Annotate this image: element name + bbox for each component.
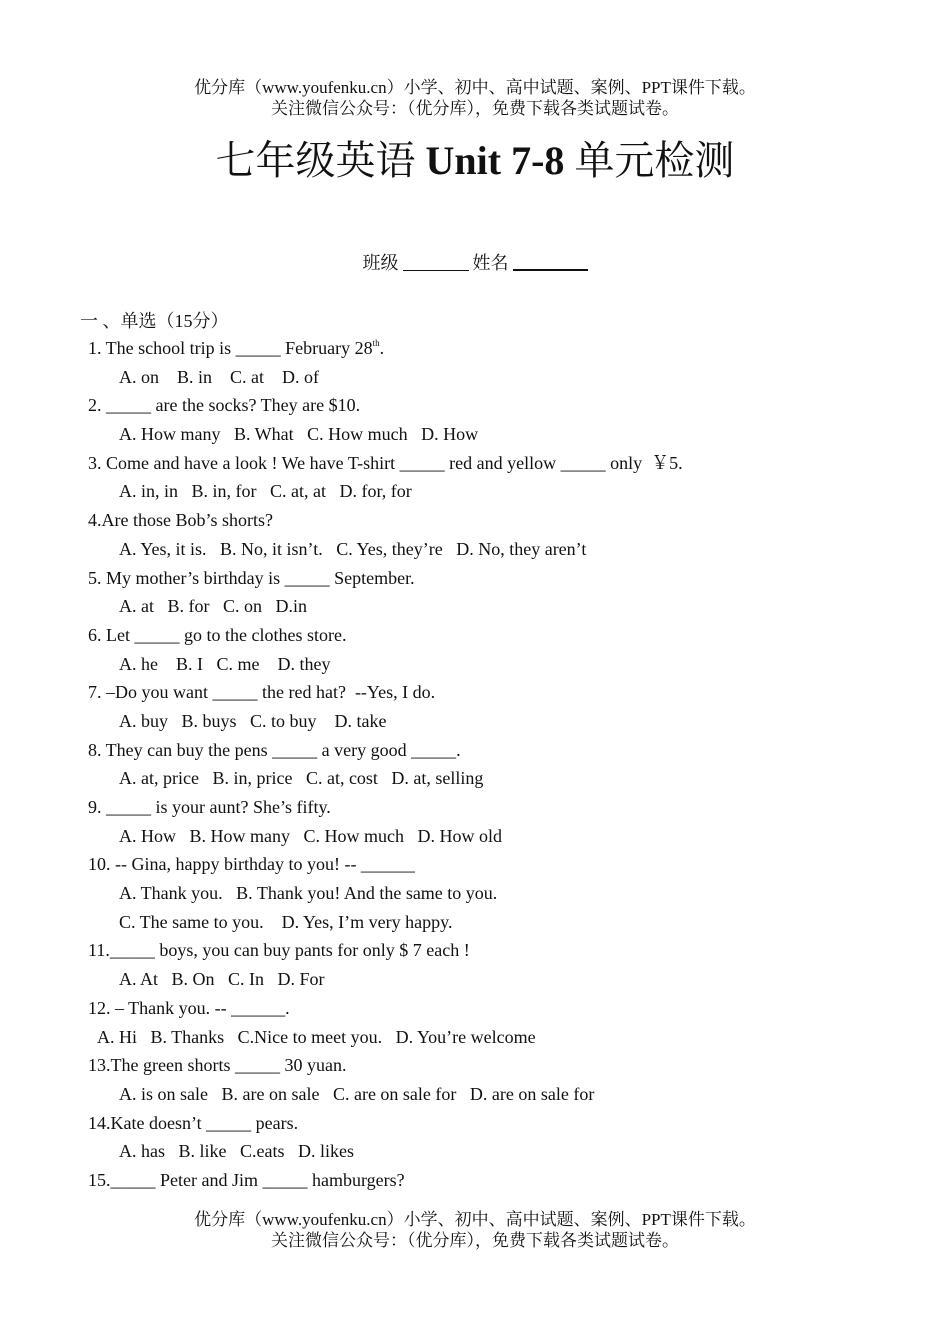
question-text-end: .: [379, 338, 385, 358]
options-2: A. How many B. What C. How much D. How: [119, 424, 479, 445]
options-7: A. buy B. buys C. to buy D. take: [119, 710, 387, 731]
question-4: 4.Are those Bob’s shorts?: [88, 510, 273, 531]
header-line-2: 关注微信公众号：（优分库），免费下载各类试题试卷。: [271, 99, 679, 118]
question-14: 14.Kate doesn’t _____ pears.: [88, 1112, 299, 1133]
question-9: 9. _____ is your aunt? She’s fifty.: [88, 797, 331, 817]
question-15: 15._____ Peter and Jim _____ hamburgers?: [88, 1169, 405, 1190]
question-1: [0, 334, 950, 363]
options-14: A. has B. like C.eats D. likes: [119, 1141, 354, 1162]
options-11: A. At B. On C. In D. For: [119, 969, 325, 990]
question-11: 11._____ boys, you can buy pants for only $ 7 each !: [88, 940, 470, 961]
section-heading: 一 、单选（15分）: [80, 311, 229, 331]
options-10b: C. The same to you. D. Yes, I’m very happy.: [119, 911, 453, 932]
options-8: A. at, price B. in, price C. at, cost D. at, selling: [119, 768, 484, 789]
question-12: 12. – Thank you. -- ______.: [88, 997, 290, 1018]
question-7: 7. –Do you want _____ the red hat? --Yes, I do.: [88, 682, 436, 703]
superscript: th: [372, 338, 380, 348]
name-blank: [513, 253, 588, 271]
title-bold: Unit 7-8: [425, 138, 565, 183]
page-footer: [0, 1209, 950, 1251]
question-8: 8. They can buy the pens _____ a very good _____.: [88, 739, 461, 760]
name-row: [0, 249, 950, 275]
name-label: 姓名: [472, 253, 509, 273]
question-13: 13.The green shorts _____ 30 yuan.: [88, 1055, 347, 1076]
options-10a: A. Thank you. B. Thank you! And the same to you.: [119, 883, 498, 904]
options-4: A. Yes, it is. B. No, it isn’t. C. Yes, they’re D. No, they aren’t: [119, 538, 587, 559]
options-12: A. Hi B. Thanks C.Nice to meet you. D. You’re welcome: [97, 1026, 536, 1047]
footer-line-1: 优分库（www.youfenku.cn）小学、初中、高中试题、案例、PPT课件下载。: [194, 1210, 756, 1229]
class-blank: [403, 254, 469, 271]
options-6: A. he B. I C. me D. they: [119, 653, 331, 674]
title-part-1: 七年级英语: [215, 138, 426, 183]
question-6: 6. Let _____ go to the clothes store.: [88, 624, 347, 645]
options-5: A. at B. for C. on D.in: [119, 596, 307, 617]
question-5: 5. My mother’s birthday is _____ September.: [88, 567, 415, 588]
question-2: 2. _____ are the socks? They are $10.: [88, 395, 361, 416]
question-list: [0, 334, 950, 1195]
options-13: A. is on sale B. are on sale C. are on sale for D. are on sale for: [119, 1083, 595, 1104]
header-line-1: 优分库（www.youfenku.cn）小学、初中、高中试题、案例、PPT课件下载。: [194, 78, 756, 97]
page-header: [0, 77, 950, 119]
options-3: A. in, in B. in, for C. at, at D. for, for: [119, 481, 412, 502]
question-3: 3. Come and have a look ! We have T-shirt _____ red and yellow _____ only ￥5.: [88, 452, 683, 473]
class-label: 班级: [362, 253, 399, 273]
title-part-2: 单元检测: [564, 138, 735, 183]
question-10: 10. -- Gina, happy birthday to you! -- ______: [88, 854, 415, 875]
options-9: A. How B. How many C. How much D. How old: [119, 825, 502, 846]
question-text: 1. The school trip is _____ February 28: [88, 338, 373, 358]
document-title: [0, 136, 950, 186]
options-1: A. on B. in C. at D. of: [119, 366, 319, 387]
footer-line-2: 关注微信公众号：（优分库），免费下载各类试题试卷。: [271, 1231, 679, 1250]
